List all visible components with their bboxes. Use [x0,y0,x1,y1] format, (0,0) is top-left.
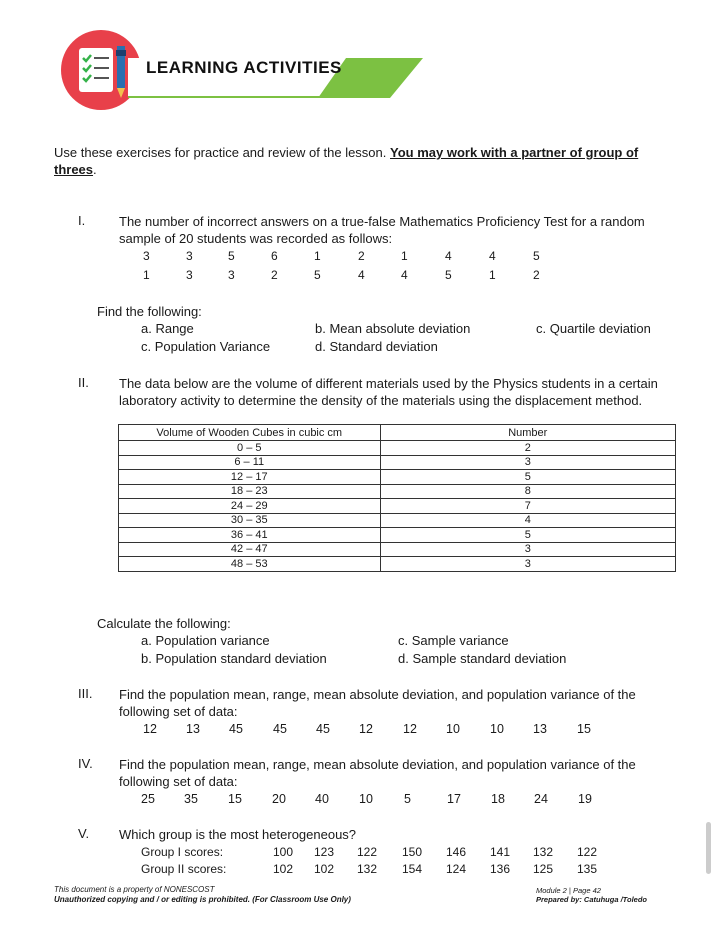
footer-notice: Unauthorized copying and / or editing is prohibited. (For Classroom Use Only) [54,895,351,904]
q1-r1-v: 1 [401,249,408,263]
q5-g2-value: 132 [357,862,378,876]
table-cell: 4 [380,513,675,528]
q3-text: Find the population mean, range, mean absolute deviation, and population variance of the following set of data: [119,687,636,719]
table-cell: 5 [380,470,675,485]
q1-r1-v: 6 [271,249,278,263]
table-row [119,455,676,470]
q1-r2-v: 2 [271,268,278,282]
q5-text: Which group is the most heterogeneous? [119,827,357,842]
q1-r1-v: 4 [445,249,452,263]
q1-find-label: Find the following: [97,304,202,319]
q5-g1-value: 150 [402,845,423,859]
q5-group1 [141,845,611,861]
q3-value: 10 [490,722,504,736]
q2-item: c. Sample variance [398,633,509,648]
q1-r1-v: 5 [228,249,235,263]
q5-g1-value: 100 [273,845,294,859]
q4-text: Find the population mean, range, mean absolute deviation, and population variance of the following set of data: [119,757,636,789]
q1-r2-v: 2 [533,268,540,282]
q1-r2-v: 1 [143,268,150,282]
table-cell: 2 [380,441,675,456]
q5-g2-value: 154 [402,862,423,876]
q2-item: d. Sample standard deviation [398,651,567,666]
q4-value: 35 [184,792,198,806]
footer-right [536,886,647,904]
q1-r2-v: 4 [358,268,365,282]
table-header-row [119,425,676,441]
q1-item: a. Range [141,321,194,336]
q2-calc-label: Calculate the following: [97,616,231,631]
footer-left [54,885,351,905]
q4-value: 5 [404,792,411,806]
table-cell: 7 [380,499,675,514]
footer-page: Module 2 | Page 42 [536,886,601,895]
table-cell: 3 [380,455,675,470]
volume-table [118,424,676,572]
q1-text: The number of incorrect answers on a true-false Mathematics Proficiency Test for a random sample of 20 students was recorded as follows: [119,214,645,246]
q3-value: 45 [229,722,243,736]
q1-number: I. [78,213,86,228]
table-row [119,484,676,499]
q2-item: b. Population standard deviation [141,651,327,666]
q5-g1-value: 141 [490,845,511,859]
q4-value: 40 [315,792,329,806]
q5-g2-value: 135 [577,862,598,876]
q3-value: 12 [403,722,417,736]
table-row [119,513,676,528]
table-row [119,499,676,514]
q5-g2-value: 124 [446,862,467,876]
table-cell: 48 – 53 [119,557,381,572]
table-row [119,542,676,557]
q1-r2-v: 4 [401,268,408,282]
table-row [119,470,676,485]
table-cell: 18 – 23 [119,484,381,499]
table-cell: 6 – 11 [119,455,381,470]
q5-g2-value: 125 [533,862,554,876]
table-cell: 3 [380,542,675,557]
table-cell: 3 [380,557,675,572]
table-cell: 42 – 47 [119,542,381,557]
q4-value: 25 [141,792,155,806]
q3-value: 45 [273,722,287,736]
q3-value: 15 [577,722,591,736]
q4-value: 15 [228,792,242,806]
intro-end: . [93,162,97,177]
q1-r2-v: 1 [489,268,496,282]
q1-item: c. Quartile deviation [536,321,651,336]
q1-r2-v: 5 [445,268,452,282]
table-header: Volume of Wooden Cubes in cubic cm [119,425,381,441]
q3-value: 45 [316,722,330,736]
q4-value: 24 [534,792,548,806]
q4-value: 20 [272,792,286,806]
q5-g1-value: 123 [314,845,335,859]
table-header: Number [380,425,675,441]
q5-g2-value: 102 [273,862,294,876]
table-cell: 30 – 35 [119,513,381,528]
q5-g1-value: 122 [577,845,598,859]
q5-g2-value: 136 [490,862,511,876]
q3-value: 13 [533,722,547,736]
table-cell: 36 – 41 [119,528,381,543]
q3-value: 12 [359,722,373,736]
q1-r1-v: 2 [358,249,365,263]
page-title: LEARNING ACTIVITIES [146,58,342,77]
table-cell: 0 – 5 [119,441,381,456]
q2-number: II. [78,375,89,390]
q5-g1-value: 122 [357,845,378,859]
table-row [119,557,676,572]
q5-group2 [141,862,611,878]
intro-emphasis: You may work with a partner of group of threes [54,145,639,177]
q4-value: 18 [491,792,505,806]
q1-r1-v: 4 [489,249,496,263]
q2-text: The data below are the volume of different materials used by the Physics students in a certain laboratory activity to determine the density of the materials using the displacement method. [119,376,658,408]
q1-item: c. Population Variance [141,339,271,354]
intro-plain: Use these exercises for practice and review of the lesson. [54,145,390,160]
q1-item: d. Standard deviation [315,339,438,354]
q1-r1-v: 3 [143,249,150,263]
table-cell: 24 – 29 [119,499,381,514]
q3-value: 12 [143,722,157,736]
q2-item: a. Population variance [141,633,270,648]
q5-group2-label: Group II scores: [141,862,227,876]
table-cell: 8 [380,484,675,499]
q1-item: b. Mean absolute deviation [315,321,471,336]
q1-r2-v: 3 [186,268,193,282]
q3-number: III. [78,686,93,701]
q1-r2-v: 5 [314,268,321,282]
q1-r1-v: 5 [533,249,540,263]
q3-value: 10 [446,722,460,736]
table-row [119,528,676,543]
q5-g1-value: 132 [533,845,554,859]
table-cell: 5 [380,528,675,543]
scrollbar[interactable] [706,822,711,874]
footer-prepared: Prepared by: Catuhuga /Toledo [536,895,647,904]
q5-g1-value: 146 [446,845,467,859]
q4-value: 19 [578,792,592,806]
q4-value: 17 [447,792,461,806]
q5-number: V. [78,826,90,841]
table-row [119,441,676,456]
q5-g2-value: 102 [314,862,335,876]
q3-value: 13 [186,722,200,736]
q5-group1-label: Group I scores: [141,845,224,859]
q4-value: 10 [359,792,373,806]
q1-r1-v: 3 [186,249,193,263]
footer-property: This document is a property of NONESCOST [54,885,215,894]
intro-text [54,144,674,178]
q1-r2-v: 3 [228,268,235,282]
q4-number: IV. [78,756,93,771]
q1-r1-v: 1 [314,249,321,263]
table-cell: 12 – 17 [119,470,381,485]
